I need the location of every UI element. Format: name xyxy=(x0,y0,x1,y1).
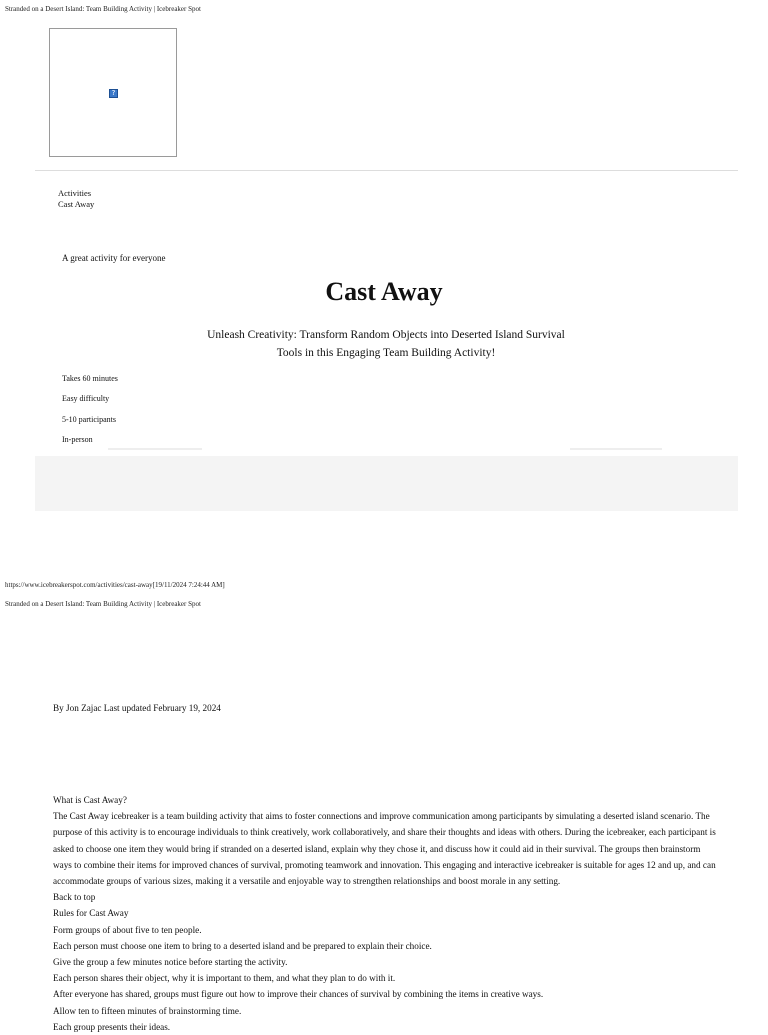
stat-duration: Takes 60 minutes xyxy=(62,374,118,383)
page-subtitle xyxy=(184,326,588,362)
breadcrumb-activities-link[interactable]: Activities xyxy=(58,188,92,198)
rule-item: Give the group a few minutes notice before starting the activity. xyxy=(53,957,288,968)
what-heading: What is Cast Away? xyxy=(53,795,127,805)
rule-item: Each group presents their ideas. xyxy=(53,1021,171,1032)
site-logo-frame[interactable] xyxy=(49,28,177,157)
breadcrumb-current: Cast Away xyxy=(58,199,95,209)
byline: By Jon Zajac Last updated February 19, 2024 xyxy=(53,703,221,713)
stat-participants: 5-10 participants xyxy=(62,415,116,424)
broken-image-icon: ? xyxy=(109,89,118,98)
rule-item: Each person shares their object, why it is important to them, and what they plan to do with it. xyxy=(53,973,396,984)
decor-line-left xyxy=(108,448,202,450)
para-line: accommodate groups of various sizes, making it a versatile and enjoyable way to strengthen relationships and boost morale in any setting. xyxy=(53,876,561,887)
print-page-title-2: Stranded on a Desert Island: Team Building Activity | Icebreaker Spot xyxy=(5,600,201,608)
article-content xyxy=(53,792,743,1035)
back-to-top-link[interactable]: Back to top xyxy=(53,892,96,903)
para-line: purpose of this activity is to encourage individuals to think creatively, work collaboratively, and share their thoughts and ideas with others. During the icebreaker, each participant is xyxy=(53,827,716,838)
print-page-title: Stranded on a Desert Island: Team Building Activity | Icebreaker Spot xyxy=(5,5,201,13)
rules-heading: Rules for Cast Away xyxy=(53,908,129,919)
subtitle-line-1: Unleash Creativity: Transform Random Objects into Deserted Island Survival xyxy=(207,329,565,341)
para-line: The Cast Away icebreaker is a team building activity that aims to foster connections and improve communication among participants by simulating a deserted island scenario. The xyxy=(53,811,710,822)
decor-line-right xyxy=(570,448,662,450)
rule-item: Form groups of about five to ten people. xyxy=(53,924,202,935)
stat-difficulty: Easy difficulty xyxy=(62,394,110,403)
rule-item: Each person must choose one item to bring to a deserted island and be prepared to explain their choice. xyxy=(53,940,432,951)
subtitle-line-2: Tools in this Engaging Team Building Activity! xyxy=(276,347,496,359)
hero-image-band xyxy=(35,456,738,511)
print-page-url: https://www.icebreakerspot.com/activities/cast-away[19/11/2024 7:24:44 AM] xyxy=(5,581,225,589)
page-title: Cast Away xyxy=(325,277,443,306)
rule-item: Allow ten to fifteen minutes of brainstorming time. xyxy=(53,1005,242,1016)
para-line: asked to choose one item they would bring if stranded on a deserted island, explain why they chose it, and discuss how it could aid in their survival. The groups then brainstorm xyxy=(53,843,701,854)
rule-item: After everyone has shared, groups must figure out how to improve their chances of survival by combining the items in creative ways. xyxy=(53,989,544,1000)
para-line: ways to combine their items for improved chances of survival, promoting teamwork and innovation. This engaging and interactive icebreaker is suitable for ages 12 and up, and can xyxy=(53,859,716,870)
header-divider xyxy=(35,170,738,171)
stat-mode: In-person xyxy=(62,435,93,444)
tagline: A great activity for everyone xyxy=(62,253,166,263)
